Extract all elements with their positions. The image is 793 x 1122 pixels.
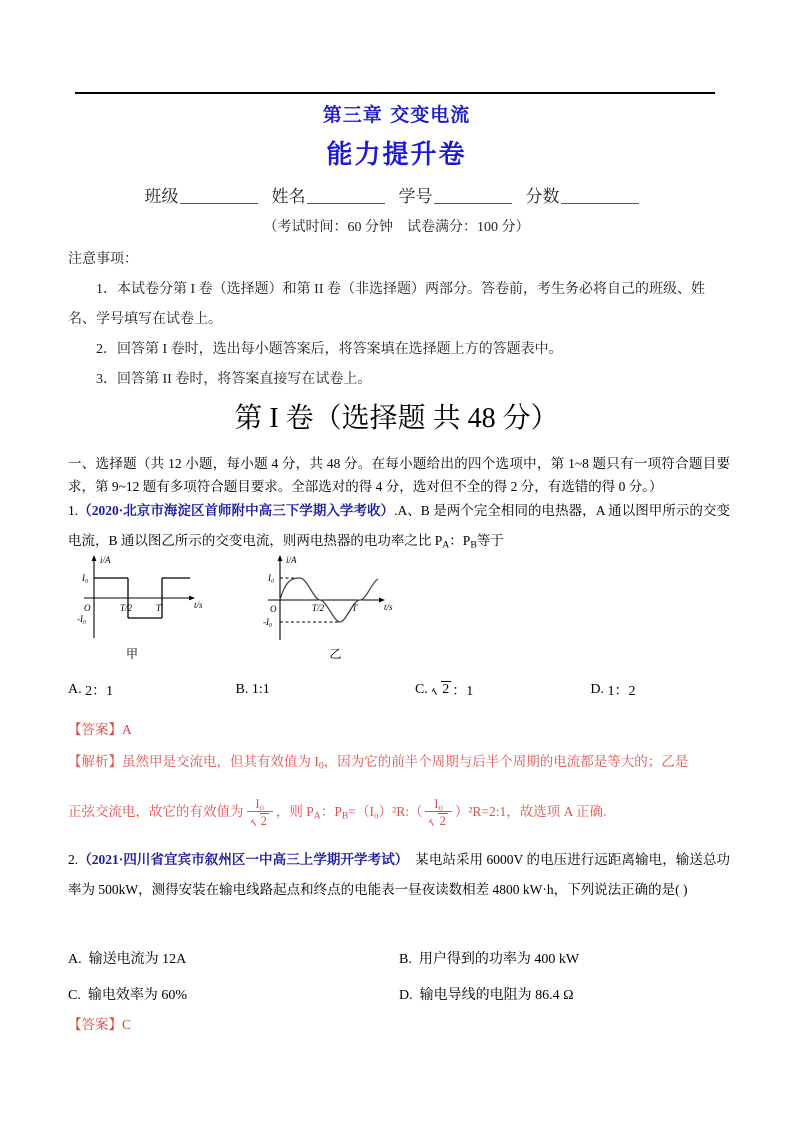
identity-blank-class[interactable] bbox=[180, 203, 258, 204]
question-1-answer-value: A bbox=[122, 722, 132, 737]
figure-yi-tick-half: T/2 bbox=[312, 603, 325, 613]
notice-item-2: 2．回答第 I 卷时，选出每小题答案后，将答案填在选择题上方的答题表中。 bbox=[96, 342, 563, 357]
identity-blank-id[interactable] bbox=[434, 203, 512, 204]
question-1-explanation-text-d: ，则 P bbox=[275, 804, 314, 820]
question-2-source: （2021·四川省宜宾市叙州区一中高三上学期开学考试） bbox=[78, 852, 409, 867]
question-1-stem bbox=[68, 496, 730, 560]
question-1 bbox=[68, 496, 730, 560]
question-1-option-d[interactable] bbox=[590, 680, 730, 700]
question-1-explanation-sub-B: B bbox=[341, 810, 349, 822]
question-1-explanation-text-f: =（I₀）²R:（ bbox=[348, 804, 423, 820]
fraction-numerator: I₀ bbox=[255, 796, 265, 811]
sqrt-icon: 2 bbox=[429, 813, 447, 829]
question-1-options bbox=[68, 680, 730, 700]
question-1-colon: ：P bbox=[449, 533, 471, 548]
question-1-stem-part3: 等于 bbox=[476, 533, 504, 548]
figure-yi-y-label: i/A bbox=[286, 555, 297, 565]
figure-jia-caption: 甲 bbox=[125, 647, 138, 661]
figure-jia-tick-full: T bbox=[156, 603, 162, 613]
identity-field-id: 学号 bbox=[399, 187, 522, 206]
question-2-option-b-text: 用户得到的功率为 400 kW bbox=[418, 952, 580, 967]
question-1-sub-a: A bbox=[442, 539, 450, 551]
paper-title: 能力提升卷 bbox=[326, 140, 467, 170]
identity-blank-name[interactable] bbox=[307, 203, 385, 204]
question-2-stem bbox=[68, 845, 730, 905]
question-1-explanation-text-b: ，因为它的前半个周期与后半个周期的电流都是等大的；乙是 bbox=[323, 754, 689, 769]
figure-yi-trough-label: -I₀ bbox=[263, 617, 273, 627]
question-1-stem-part1: .A、B 是两个完全相同的电热器，A 通以图甲所 bbox=[394, 503, 676, 518]
section-one-title: 第 I 卷（选择题 共 48 分） bbox=[234, 403, 559, 434]
question-2-option-d-text: 输电导线的电阻为 86.4 Ω bbox=[419, 988, 574, 1003]
fraction-i0-over-sqrt2 bbox=[247, 798, 273, 829]
question-2-number: 2. bbox=[68, 852, 79, 867]
question-1-figures bbox=[68, 552, 468, 662]
figure-yi-x-label: t/s bbox=[384, 602, 393, 612]
question-1-sub-b: B bbox=[470, 539, 477, 551]
question-2-stem-part1: 某电站采用 6000V 的电压进行远距离输电， bbox=[415, 852, 676, 867]
question-1-option-d-label: D. bbox=[590, 682, 605, 697]
question-1-stem-part2: 示的交变电流，B 通以图乙所示的交变电流，则两电热器的电功率之比 P bbox=[68, 503, 730, 548]
exam-meta bbox=[0, 216, 793, 236]
fraction-denominator bbox=[247, 811, 273, 829]
question-2-option-a[interactable] bbox=[68, 948, 399, 968]
question-1-option-c[interactable] bbox=[415, 680, 590, 700]
question-2-option-a-text: 输送电流为 12A bbox=[88, 952, 187, 967]
question-1-explanation-line-2 bbox=[68, 796, 730, 832]
question-1-option-d-text: 1：2 bbox=[607, 684, 636, 699]
question-2-answer-label: 【答案】 bbox=[68, 1017, 122, 1032]
question-1-option-b-label: B. bbox=[235, 682, 249, 697]
figure-yi-svg bbox=[254, 552, 429, 648]
figure-jia-trough-label: -I₀ bbox=[77, 614, 87, 624]
question-2-stem-part3: 确的是( ) bbox=[634, 882, 688, 897]
sqrt-icon bbox=[432, 681, 451, 698]
sqrt-icon: 2 bbox=[251, 813, 269, 829]
notice-item-1: 1．本试卷分第 I 卷（选择题）和第 II 卷（非选择题）两部分。答卷前，考生务必将自己的班级、姓名、学号填写在试卷上。 bbox=[68, 282, 705, 327]
question-1-option-c-text: ：1 bbox=[452, 684, 474, 699]
question-1-explanation-text-c: 正弦交流电，故它的有效值为 bbox=[68, 804, 244, 820]
figure-jia-square-wave bbox=[72, 552, 232, 660]
question-2-option-c[interactable] bbox=[68, 984, 399, 1004]
figure-yi-sine-wave bbox=[254, 552, 429, 660]
exam-duration: （考试时间：60 分钟 bbox=[263, 220, 393, 235]
notice-heading: 注意事项： bbox=[68, 252, 138, 267]
question-2-option-d-label: D. bbox=[399, 988, 413, 1003]
question-1-option-a-text: 2：1 bbox=[85, 684, 114, 699]
identity-field-score: 分数 bbox=[526, 187, 649, 206]
question-1-option-c-radicand: 2 bbox=[442, 682, 450, 698]
figure-jia-y-label: i/A bbox=[100, 555, 111, 565]
question-1-option-b-text: 1:1 bbox=[251, 682, 270, 697]
question-2-answer bbox=[68, 1010, 730, 1040]
question-1-option-b[interactable] bbox=[236, 680, 415, 700]
question-1-explanation-label: 【解析】 bbox=[68, 754, 122, 769]
notice-block bbox=[68, 245, 728, 395]
question-2-option-c-text: 输电效率为 60% bbox=[87, 988, 188, 1003]
question-2-options-row-2 bbox=[68, 976, 730, 1012]
question-1-answer bbox=[68, 715, 730, 745]
figure-jia-peak-label: I₀ bbox=[82, 573, 89, 583]
question-2-option-b[interactable] bbox=[399, 948, 730, 968]
question-2-option-d[interactable] bbox=[399, 984, 730, 1004]
question-2 bbox=[68, 845, 730, 905]
question-2-answer-value: C bbox=[122, 1017, 132, 1032]
figure-yi-caption: 乙 bbox=[329, 647, 342, 661]
figure-yi-tick-full: T bbox=[352, 603, 358, 613]
multiple-choice-instructions: 一、选择题（共 12 小题，每小题 4 分，共 48 分。在每小题给出的四个选项中，第 1~8 题只有一项符合题目要求，第 9~12 题有多项符合题目要求。全部选对的得 4 分，选对但不全的得 2 分，有选错的得 0 分。） bbox=[68, 456, 730, 494]
question-1-answer-label: 【答案】 bbox=[68, 722, 122, 737]
question-1-explanation-line-1 bbox=[68, 746, 730, 782]
figure-yi-peak-label: I₀ bbox=[268, 573, 275, 583]
figure-jia-svg bbox=[72, 552, 232, 648]
question-1-explanation-text-e: ：P bbox=[320, 804, 342, 820]
figure-jia-origin-label: O bbox=[84, 603, 91, 613]
question-1-explanation-sub-A: A bbox=[313, 810, 321, 822]
question-2-options bbox=[68, 940, 730, 1012]
question-1-explanation-text-g: ）²R=2:1，故选项 A 正确. bbox=[454, 804, 607, 820]
question-2-option-c-label: C. bbox=[68, 988, 81, 1003]
question-1-source: （2020·北京市海淀区首师附中高三下学期入学考收） bbox=[78, 503, 395, 518]
header-divider bbox=[75, 92, 715, 94]
question-1-number: 1. bbox=[68, 503, 79, 518]
question-1-option-c-label: C. bbox=[414, 682, 428, 697]
chapter-title: 第三章 交变电流 bbox=[322, 104, 471, 126]
question-2-stem-part2: 输送总功率为 500kW，测得安装在输电线路起点和终点的电能表一昼夜读数相差 4800 kW·h，下列说法正 bbox=[68, 852, 731, 897]
exam-total-score: 试卷满分：100 分） bbox=[407, 220, 530, 235]
question-1-option-a[interactable] bbox=[68, 680, 236, 700]
notice-item-3: 3．回答第 II 卷时，将答案直接写在试卷上。 bbox=[96, 372, 372, 387]
question-1-explanation-text-a: 虽然甲是交流电，但其有效值为 I bbox=[122, 754, 319, 769]
identity-field-class: 班级 bbox=[145, 187, 268, 206]
question-2-option-b-label: B. bbox=[399, 952, 412, 967]
identity-field-name: 姓名 bbox=[272, 187, 395, 206]
question-1-explanation bbox=[68, 746, 730, 833]
identity-fields-row bbox=[0, 182, 793, 207]
figure-jia-tick-half: T/2 bbox=[120, 603, 133, 613]
identity-blank-score[interactable] bbox=[561, 203, 639, 204]
question-2-option-a-label: A. bbox=[68, 952, 82, 967]
figure-jia-x-label: t/s bbox=[194, 600, 203, 610]
figure-yi-origin-label: O bbox=[270, 604, 277, 614]
fraction-i0-over-sqrt2-second: $\frac{\text{I₀}}{2}$ bbox=[425, 798, 451, 829]
question-1-explanation-sub-0: 0 bbox=[318, 760, 324, 772]
question-2-options-row-1 bbox=[68, 940, 730, 976]
question-1-option-a-label: A. bbox=[68, 682, 82, 697]
